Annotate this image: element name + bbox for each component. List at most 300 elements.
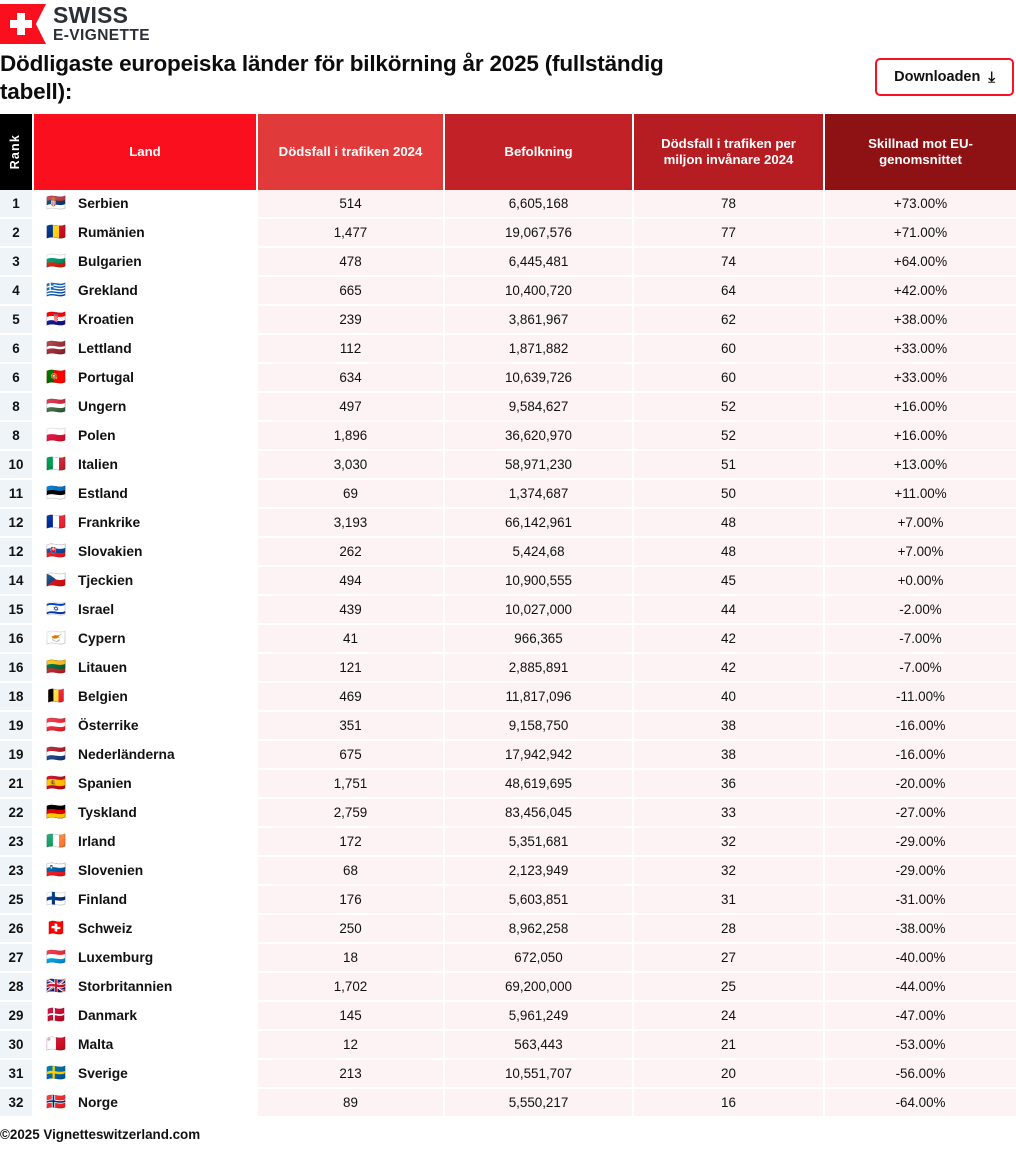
cell-deaths: 172 (258, 828, 445, 857)
cell-rank: 8 (0, 422, 34, 451)
cell-deaths-per-million: 28 (634, 915, 825, 944)
cell-population: 10,551,707 (445, 1060, 634, 1089)
table-row (0, 712, 1016, 741)
table-row (0, 277, 1016, 306)
brand-wordmark (53, 4, 150, 43)
cell-deaths: 3,030 (258, 451, 445, 480)
cell-rank: 14 (0, 567, 34, 596)
cell-population: 1,871,882 (445, 335, 634, 364)
country-flag-icon: 🇪🇸 (46, 774, 66, 792)
cell-deaths: 514 (258, 190, 445, 219)
cell-deaths: 1,477 (258, 219, 445, 248)
cell-country (34, 422, 258, 451)
cell-rank: 28 (0, 973, 34, 1002)
cell-deaths-per-million: 32 (634, 857, 825, 886)
country-flag-icon: 🇷🇸 (46, 194, 66, 212)
cell-rank: 12 (0, 509, 34, 538)
country-flag-icon: 🇭🇷 (46, 310, 66, 328)
table-header-row (0, 114, 1016, 190)
cell-country (34, 828, 258, 857)
cell-deaths-per-million: 48 (634, 509, 825, 538)
cell-eu-difference: +33.00% (825, 364, 1016, 393)
table-row (0, 1002, 1016, 1031)
country-name: Rumänien (78, 225, 145, 241)
country-name: Serbien (78, 196, 129, 212)
cell-rank: 32 (0, 1089, 34, 1118)
cell-population: 6,445,481 (445, 248, 634, 277)
cell-eu-difference: +64.00% (825, 248, 1016, 277)
cell-rank: 6 (0, 364, 34, 393)
cell-deaths: 112 (258, 335, 445, 364)
cell-population: 19,067,576 (445, 219, 634, 248)
cell-eu-difference: +33.00% (825, 335, 1016, 364)
country-flag-icon: 🇵🇱 (46, 426, 66, 444)
country-name: Bulgarien (78, 254, 142, 270)
cell-population: 10,639,726 (445, 364, 634, 393)
cell-deaths: 1,702 (258, 973, 445, 1002)
cell-deaths: 494 (258, 567, 445, 596)
country-flag-icon: 🇨🇿 (46, 571, 66, 589)
cell-deaths: 121 (258, 654, 445, 683)
cell-population: 966,365 (445, 625, 634, 654)
cell-population: 672,050 (445, 944, 634, 973)
cell-country (34, 335, 258, 364)
cell-country (34, 799, 258, 828)
cell-population: 6,605,168 (445, 190, 634, 219)
cell-deaths-per-million: 33 (634, 799, 825, 828)
country-name: Tjeckien (78, 573, 134, 589)
cell-eu-difference: +7.00% (825, 538, 1016, 567)
cell-rank: 11 (0, 480, 34, 509)
cell-country (34, 277, 258, 306)
cell-rank: 16 (0, 625, 34, 654)
cell-eu-difference: -31.00% (825, 886, 1016, 915)
country-name: Schweiz (78, 921, 133, 937)
cell-deaths: 239 (258, 306, 445, 335)
cell-eu-difference: -7.00% (825, 625, 1016, 654)
cell-country (34, 509, 258, 538)
country-name: Österrike (78, 718, 139, 734)
country-name: Sverige (78, 1066, 128, 1082)
country-name: Slovenien (78, 863, 144, 879)
cell-country (34, 944, 258, 973)
swiss-flag-icon (0, 4, 46, 44)
country-flag-icon: 🇧🇪 (46, 687, 66, 705)
cell-country (34, 683, 258, 712)
cell-population: 9,158,750 (445, 712, 634, 741)
cell-country (34, 712, 258, 741)
cell-deaths-per-million: 74 (634, 248, 825, 277)
country-flag-icon: 🇮🇹 (46, 455, 66, 473)
cell-rank: 10 (0, 451, 34, 480)
footer-copyright: ©2025 Vignetteswitzerland.com (0, 1127, 201, 1142)
country-name: Danmark (78, 1008, 138, 1024)
cell-rank: 12 (0, 538, 34, 567)
cell-population: 2,123,949 (445, 857, 634, 886)
table-row (0, 654, 1016, 683)
column-header-land[interactable]: Land (34, 114, 258, 190)
country-name: Polen (78, 428, 116, 444)
country-flag-icon: 🇲🇹 (46, 1035, 66, 1053)
cell-eu-difference: +42.00% (825, 277, 1016, 306)
download-icon: ⤓ (988, 68, 995, 86)
table-row (0, 219, 1016, 248)
brand-line-2: E-VIGNETTE (53, 26, 151, 44)
cell-population: 563,443 (445, 1031, 634, 1060)
country-flag-icon: 🇬🇷 (46, 281, 66, 299)
cell-eu-difference: -29.00% (825, 828, 1016, 857)
column-header-population[interactable]: Befolkning (445, 114, 634, 190)
cell-rank: 23 (0, 857, 34, 886)
cell-eu-difference: -29.00% (825, 857, 1016, 886)
download-button[interactable] (875, 58, 1014, 96)
cell-deaths-per-million: 42 (634, 654, 825, 683)
table-body (0, 190, 1016, 1118)
country-name: Irland (78, 834, 116, 850)
cell-eu-difference: -47.00% (825, 1002, 1016, 1031)
table-row (0, 828, 1016, 857)
cell-eu-difference: +0.00% (825, 567, 1016, 596)
table-row (0, 248, 1016, 277)
country-flag-icon: 🇫🇷 (46, 513, 66, 531)
column-header-rank-label: Rank (8, 134, 23, 170)
table-row (0, 770, 1016, 799)
cell-deaths: 351 (258, 712, 445, 741)
country-name: Norge (78, 1095, 118, 1111)
cell-eu-difference: -64.00% (825, 1089, 1016, 1118)
brand-line-1: SWISS (53, 2, 129, 29)
cell-rank: 19 (0, 741, 34, 770)
cell-country (34, 770, 258, 799)
country-name: Ungern (78, 399, 127, 415)
cell-country (34, 1060, 258, 1089)
cell-country (34, 654, 258, 683)
cell-rank: 2 (0, 219, 34, 248)
cell-rank: 23 (0, 828, 34, 857)
cell-deaths: 497 (258, 393, 445, 422)
cell-population: 8,962,258 (445, 915, 634, 944)
cell-deaths: 439 (258, 596, 445, 625)
cell-country (34, 451, 258, 480)
cell-deaths-per-million: 36 (634, 770, 825, 799)
cell-deaths-per-million: 25 (634, 973, 825, 1002)
country-name: Spanien (78, 776, 132, 792)
cell-deaths-per-million: 50 (634, 480, 825, 509)
download-button-label: Downloaden (894, 69, 981, 85)
table-row (0, 422, 1016, 451)
cell-country (34, 973, 258, 1002)
country-flag-icon: 🇱🇺 (46, 948, 66, 966)
country-flag-icon: 🇨🇾 (46, 629, 66, 647)
column-header-eu-difference[interactable]: Skillnad mot EU-genomsnittet (825, 114, 1016, 190)
cell-deaths-per-million: 38 (634, 741, 825, 770)
cell-population: 10,400,720 (445, 277, 634, 306)
table-row (0, 393, 1016, 422)
cell-deaths-per-million: 62 (634, 306, 825, 335)
cell-rank: 22 (0, 799, 34, 828)
cell-eu-difference: -20.00% (825, 770, 1016, 799)
cell-deaths: 69 (258, 480, 445, 509)
cell-deaths-per-million: 45 (634, 567, 825, 596)
cell-country (34, 741, 258, 770)
cell-rank: 5 (0, 306, 34, 335)
cell-deaths: 665 (258, 277, 445, 306)
cell-eu-difference: -53.00% (825, 1031, 1016, 1060)
page-title: Dödligaste europeiska länder för bilkörning år 2025 (fullständig tabell): (0, 51, 664, 105)
cell-deaths: 3,193 (258, 509, 445, 538)
country-name: Italien (78, 457, 118, 473)
table-row (0, 451, 1016, 480)
cell-eu-difference: -7.00% (825, 654, 1016, 683)
country-flag-icon: 🇬🇧 (46, 977, 66, 995)
cell-deaths: 1,896 (258, 422, 445, 451)
cell-eu-difference: +71.00% (825, 219, 1016, 248)
cell-eu-difference: +38.00% (825, 306, 1016, 335)
table-row (0, 306, 1016, 335)
cell-deaths: 2,759 (258, 799, 445, 828)
table-row (0, 886, 1016, 915)
cell-population: 48,619,695 (445, 770, 634, 799)
cell-population: 36,620,970 (445, 422, 634, 451)
table-row (0, 741, 1016, 770)
country-name: Portugal (78, 370, 134, 386)
title-row (0, 46, 1016, 114)
cell-deaths-per-million: 21 (634, 1031, 825, 1060)
cell-country (34, 857, 258, 886)
cell-country (34, 364, 258, 393)
country-flag-icon: 🇳🇴 (46, 1093, 66, 1111)
cell-deaths-per-million: 60 (634, 335, 825, 364)
cell-deaths-per-million: 31 (634, 886, 825, 915)
country-name: Storbritannien (78, 979, 173, 995)
cell-population: 69,200,000 (445, 973, 634, 1002)
cell-population: 11,817,096 (445, 683, 634, 712)
country-flag-icon: 🇸🇰 (46, 542, 66, 560)
cell-rank: 15 (0, 596, 34, 625)
cell-deaths-per-million: 27 (634, 944, 825, 973)
cell-population: 17,942,942 (445, 741, 634, 770)
cell-country (34, 538, 258, 567)
country-flag-icon: 🇳🇱 (46, 745, 66, 763)
table-row (0, 915, 1016, 944)
country-flag-icon: 🇦🇹 (46, 716, 66, 734)
cell-country (34, 915, 258, 944)
cell-country (34, 1002, 258, 1031)
cell-country (34, 306, 258, 335)
cell-rank: 19 (0, 712, 34, 741)
cell-country (34, 625, 258, 654)
cell-country (34, 190, 258, 219)
cell-eu-difference: +13.00% (825, 451, 1016, 480)
country-flag-icon: 🇱🇹 (46, 658, 66, 676)
cell-deaths-per-million: 32 (634, 828, 825, 857)
cell-rank: 31 (0, 1060, 34, 1089)
cell-population: 58,971,230 (445, 451, 634, 480)
cell-country (34, 219, 258, 248)
cell-eu-difference: +16.00% (825, 422, 1016, 451)
cell-deaths: 89 (258, 1089, 445, 1118)
column-header-deaths-per-million[interactable]: Dödsfall i trafiken per miljon invånare 2024 (634, 114, 825, 190)
cell-rank: 26 (0, 915, 34, 944)
cell-deaths: 478 (258, 248, 445, 277)
cell-rank: 21 (0, 770, 34, 799)
cell-population: 10,027,000 (445, 596, 634, 625)
cell-deaths-per-million: 51 (634, 451, 825, 480)
table-row (0, 335, 1016, 364)
country-name: Nederländerna (78, 747, 175, 763)
country-flag-icon: 🇷🇴 (46, 223, 66, 241)
column-header-rank[interactable] (0, 114, 34, 190)
table-row (0, 799, 1016, 828)
table-row (0, 1089, 1016, 1118)
cell-rank: 8 (0, 393, 34, 422)
cell-eu-difference: +7.00% (825, 509, 1016, 538)
cell-eu-difference: +11.00% (825, 480, 1016, 509)
cell-deaths-per-million: 20 (634, 1060, 825, 1089)
cell-rank: 18 (0, 683, 34, 712)
cell-deaths: 262 (258, 538, 445, 567)
cell-deaths: 176 (258, 886, 445, 915)
cell-eu-difference: -16.00% (825, 712, 1016, 741)
country-name: Litauen (78, 660, 128, 676)
cell-deaths-per-million: 60 (634, 364, 825, 393)
brand-header (0, 0, 1016, 46)
cell-rank: 29 (0, 1002, 34, 1031)
cell-rank: 25 (0, 886, 34, 915)
country-flag-icon: 🇱🇻 (46, 339, 66, 357)
cell-deaths-per-million: 44 (634, 596, 825, 625)
cell-population: 83,456,045 (445, 799, 634, 828)
cell-country (34, 567, 258, 596)
cell-deaths-per-million: 64 (634, 277, 825, 306)
cell-deaths: 213 (258, 1060, 445, 1089)
country-flag-icon: 🇨🇭 (46, 919, 66, 937)
cell-country (34, 480, 258, 509)
country-flag-icon: 🇭🇺 (46, 397, 66, 415)
table-header (0, 114, 1016, 190)
cell-deaths-per-million: 38 (634, 712, 825, 741)
country-name: Estland (78, 486, 128, 502)
cell-eu-difference: -40.00% (825, 944, 1016, 973)
cell-population: 66,142,961 (445, 509, 634, 538)
cell-deaths: 634 (258, 364, 445, 393)
cell-eu-difference: -44.00% (825, 973, 1016, 1002)
cell-deaths: 469 (258, 683, 445, 712)
cell-rank: 27 (0, 944, 34, 973)
table-row (0, 973, 1016, 1002)
cell-country (34, 248, 258, 277)
cell-eu-difference: +73.00% (825, 190, 1016, 219)
cell-population: 5,603,851 (445, 886, 634, 915)
cell-country (34, 1089, 258, 1118)
table-row (0, 1031, 1016, 1060)
cell-population: 10,900,555 (445, 567, 634, 596)
cell-rank: 1 (0, 190, 34, 219)
country-name: Luxemburg (78, 950, 154, 966)
cell-rank: 6 (0, 335, 34, 364)
table-row (0, 190, 1016, 219)
table-row (0, 857, 1016, 886)
cell-deaths-per-million: 40 (634, 683, 825, 712)
cell-population: 5,550,217 (445, 1089, 634, 1118)
table-row (0, 509, 1016, 538)
cell-population: 3,861,967 (445, 306, 634, 335)
country-name: Israel (78, 602, 115, 618)
table-row (0, 480, 1016, 509)
table-row (0, 944, 1016, 973)
cell-population: 5,424,68 (445, 538, 634, 567)
cell-country (34, 886, 258, 915)
cell-deaths-per-million: 78 (634, 190, 825, 219)
cell-country (34, 596, 258, 625)
cell-population: 9,584,627 (445, 393, 634, 422)
country-flag-icon: 🇵🇹 (46, 368, 66, 386)
cell-rank: 30 (0, 1031, 34, 1060)
cell-rank: 16 (0, 654, 34, 683)
cell-deaths: 12 (258, 1031, 445, 1060)
table-row (0, 364, 1016, 393)
cell-eu-difference: -16.00% (825, 741, 1016, 770)
swiss-cross-horizontal (10, 20, 32, 28)
cell-eu-difference: -27.00% (825, 799, 1016, 828)
country-name: Cypern (78, 631, 126, 647)
cell-deaths: 675 (258, 741, 445, 770)
country-flag-icon: 🇸🇪 (46, 1064, 66, 1082)
country-name: Tyskland (78, 805, 137, 821)
cell-eu-difference: -2.00% (825, 596, 1016, 625)
country-flag-icon: 🇧🇬 (46, 252, 66, 270)
cell-rank: 4 (0, 277, 34, 306)
table-row (0, 625, 1016, 654)
cell-population: 1,374,687 (445, 480, 634, 509)
cell-deaths: 41 (258, 625, 445, 654)
road-deaths-table (0, 114, 1016, 1118)
cell-deaths-per-million: 52 (634, 393, 825, 422)
cell-population: 5,351,681 (445, 828, 634, 857)
country-name: Lettland (78, 341, 132, 357)
table-row (0, 596, 1016, 625)
cell-deaths-per-million: 77 (634, 219, 825, 248)
country-name: Grekland (78, 283, 138, 299)
country-flag-icon: 🇪🇪 (46, 484, 66, 502)
country-flag-icon: 🇩🇪 (46, 803, 66, 821)
country-flag-icon: 🇩🇰 (46, 1006, 66, 1024)
cell-deaths-per-million: 52 (634, 422, 825, 451)
cell-population: 5,961,249 (445, 1002, 634, 1031)
cell-deaths: 1,751 (258, 770, 445, 799)
table-row (0, 567, 1016, 596)
country-name: Frankrike (78, 515, 141, 531)
cell-eu-difference: -38.00% (825, 915, 1016, 944)
table-row (0, 683, 1016, 712)
country-name: Belgien (78, 689, 128, 705)
country-flag-icon: 🇮🇱 (46, 600, 66, 618)
country-name: Slovakien (78, 544, 143, 560)
column-header-deaths[interactable]: Dödsfall i trafiken 2024 (258, 114, 445, 190)
table-row (0, 1060, 1016, 1089)
country-flag-icon: 🇫🇮 (46, 890, 66, 908)
cell-deaths-per-million: 48 (634, 538, 825, 567)
cell-eu-difference: -11.00% (825, 683, 1016, 712)
cell-eu-difference: +16.00% (825, 393, 1016, 422)
cell-deaths: 68 (258, 857, 445, 886)
country-flag-icon: 🇸🇮 (46, 861, 66, 879)
country-name: Kroatien (78, 312, 134, 328)
cell-eu-difference: -56.00% (825, 1060, 1016, 1089)
country-flag-icon: 🇮🇪 (46, 832, 66, 850)
country-name: Malta (78, 1037, 114, 1053)
country-name: Finland (78, 892, 128, 908)
